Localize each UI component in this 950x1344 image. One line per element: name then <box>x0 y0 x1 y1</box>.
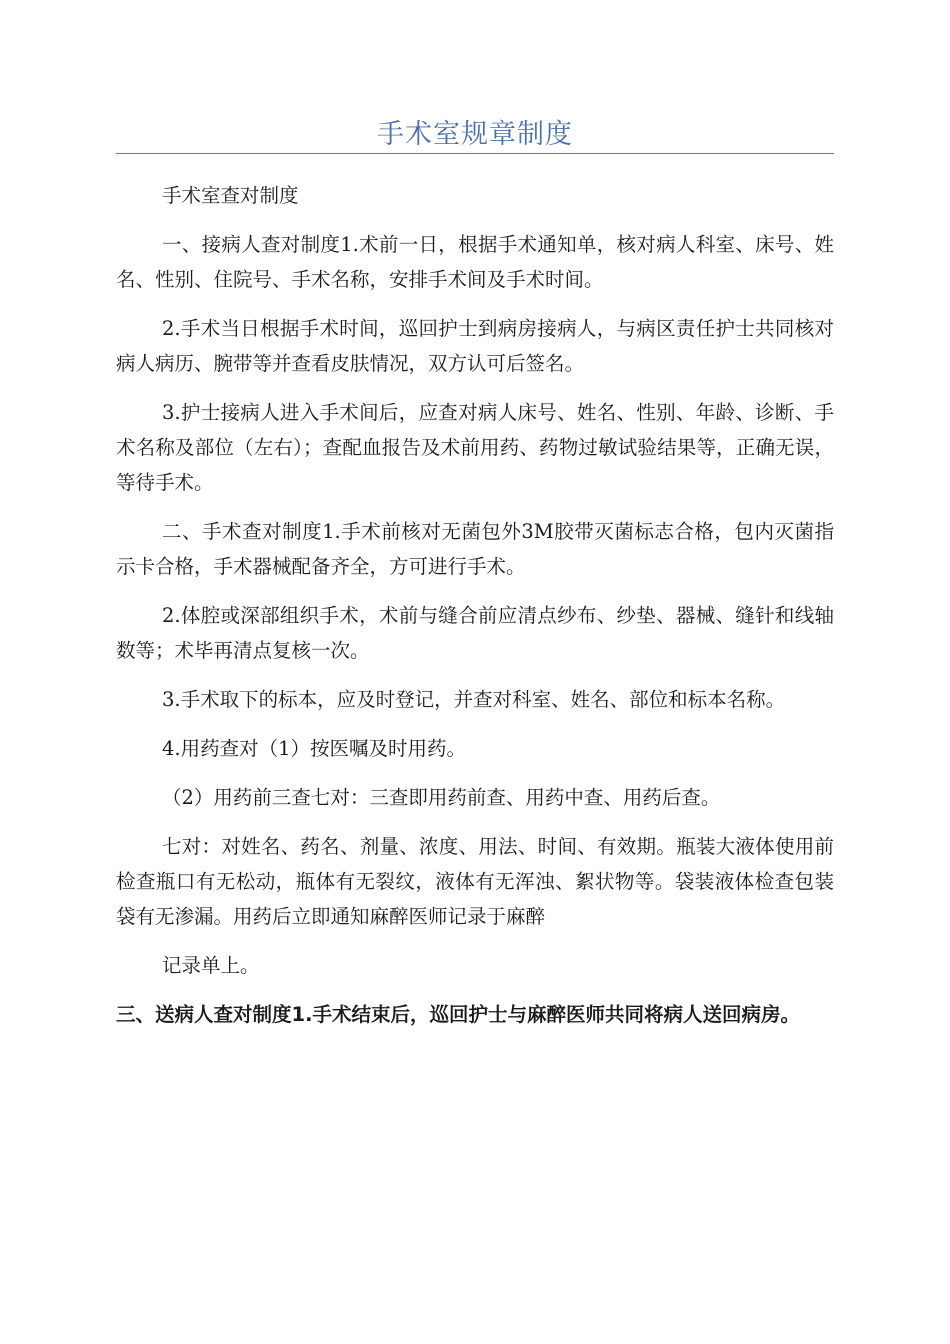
document-title: 手术室规章制度 <box>377 119 573 150</box>
paragraph: 3.护士接病人进入手术间后，应查对病人床号、姓名、性别、年龄、诊断、手术名称及部位（左右）；查配血报告及术前用药、药物过敏试验结果等，正确无误，等待手术。 <box>116 401 834 494</box>
paragraph: 4.用药查对（1）按医嘱及时用药。 <box>162 737 467 760</box>
paragraph: 记录单上。 <box>162 954 260 977</box>
paragraph: 2.手术当日根据手术时间，巡回护士到病房接病人，与病区责任护士共同核对病人病历、腕带等并查看皮肤情况，双方认可后签名。 <box>116 317 834 375</box>
bold-paragraph: 三、送病人查对制度1.手术结束后，巡回护士与麻醉医师共同将病人送回病房。 <box>116 1003 800 1026</box>
paragraph: 2.体腔或深部组织手术，术前与缝合前应清点纱布、纱垫、器械、缝针和线轴数等；术毕再清点复核一次。 <box>116 604 834 662</box>
paragraph: （2）用药前三查七对：三查即用药前查、用药中查、用药后查。 <box>162 786 721 809</box>
document-body <box>116 178 834 1032</box>
paragraph: 七对：对姓名、药名、剂量、浓度、用法、时间、有效期。瓶装大液体使用前检查瓶口有无松动，瓶体有无裂纹，液体有无浑浊、絮状物等。袋装液体检查包装袋有无渗漏。用药后立即通知麻醉医师记录于麻醉 <box>116 835 834 928</box>
title-underline <box>116 153 834 154</box>
paragraph: 二、手术查对制度1.手术前核对无菌包外3M胶带灭菌标志合格，包内灭菌指示卡合格，手术器械配备齐全，方可进行手术。 <box>116 520 834 578</box>
paragraph: 3.手术取下的标本，应及时登记，并查对科室、姓名、部位和标本名称。 <box>162 688 786 711</box>
section-heading: 手术室查对制度 <box>162 184 299 207</box>
paragraph: 一、接病人查对制度1.术前一日，根据手术通知单，核对病人科室、床号、姓名、性别、住院号、手术名称，安排手术间及手术时间。 <box>116 233 834 291</box>
